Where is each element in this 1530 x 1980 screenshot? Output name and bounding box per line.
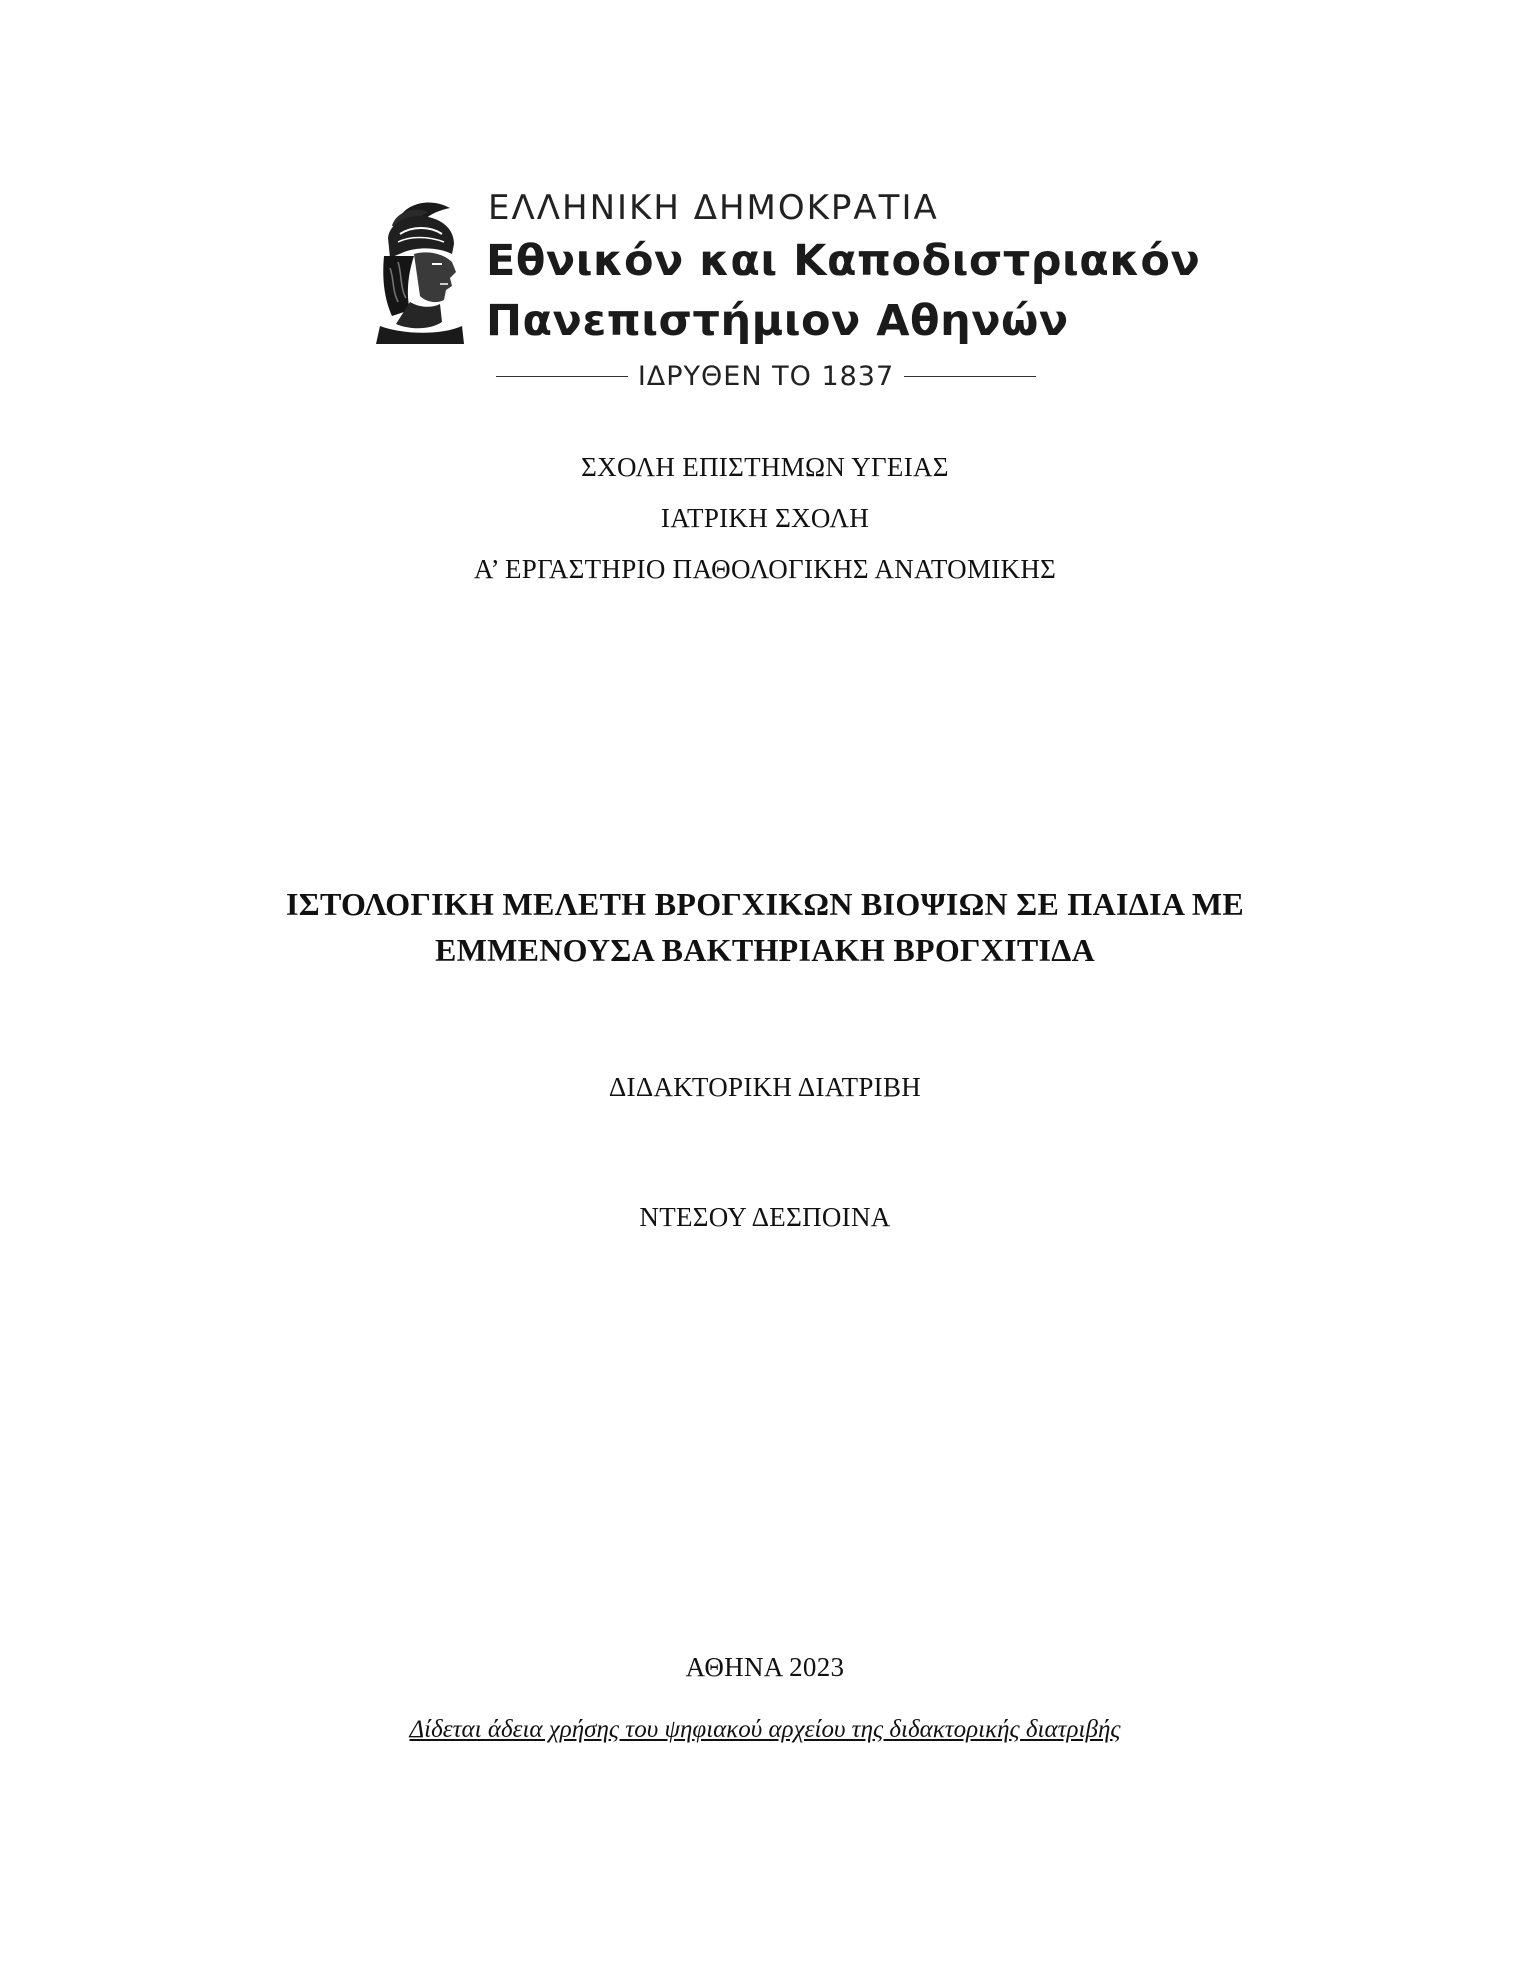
license-statement: Δίδεται άδεια χρήσης του ψηφιακού αρχείου της διδακτορικής διατριβής — [409, 1716, 1121, 1743]
thesis-author: ΝΤΕΣΟΥ ΔΕΣΠΟΙΝΑ — [639, 1202, 891, 1232]
place-year: ΑΘΗΝΑ 2023 — [685, 1652, 845, 1682]
school-name: ΣΧΟΛΗ ΕΠΙΣΤΗΜΩΝ ΥΓΕΙΑΣ — [581, 452, 949, 482]
thesis-title-line1: ΙΣΤΟΛΟΓΙΚΗ ΜΕΛΕΤΗ ΒΡΟΓΧΙΚΩΝ ΒΙΟΨΙΩΝ ΣΕ ΠΑΙΔΙΑ ΜΕ — [286, 886, 1244, 922]
logo-university-name-line2: Πανεπιστήμιον Αθηνών — [486, 296, 1069, 346]
founded-right-rule — [904, 376, 1036, 377]
logo-republic-text: ΕΛΛΗΝΙΚΗ ΔΗΜΟΚΡΑΤΙΑ — [488, 188, 939, 228]
thesis-title-line2: ΕΜΜΕΝΟΥΣΑ ΒΑΚΤΗΡΙΑΚΗ ΒΡΟΓΧΙΤΙΔΑ — [434, 932, 1096, 968]
logo-founded-row — [496, 358, 1036, 394]
founded-left-rule — [496, 376, 628, 377]
faculty-name: ΙΑΤΡΙΚΗ ΣΧΟΛΗ — [660, 503, 870, 533]
logo-founded-text: ΙΔΡΥΘΕΝ ΤΟ 1837 — [637, 360, 895, 392]
athena-head-emblem-icon — [370, 198, 470, 348]
laboratory-name: Α’ ΕΡΓΑΣΤΗΡΙΟ ΠΑΘΟΛΟΓΙΚΗΣ ΑΝΑΤΟΜΙΚΗΣ — [473, 554, 1057, 584]
thesis-type: ΔΙΔΑΚΤΟΡΙΚΗ ΔΙΑΤΡΙΒΗ — [608, 1072, 922, 1102]
university-logo — [370, 188, 1201, 398]
logo-university-name-line1: Εθνικόν και Καποδιστριακόν — [486, 236, 1201, 286]
